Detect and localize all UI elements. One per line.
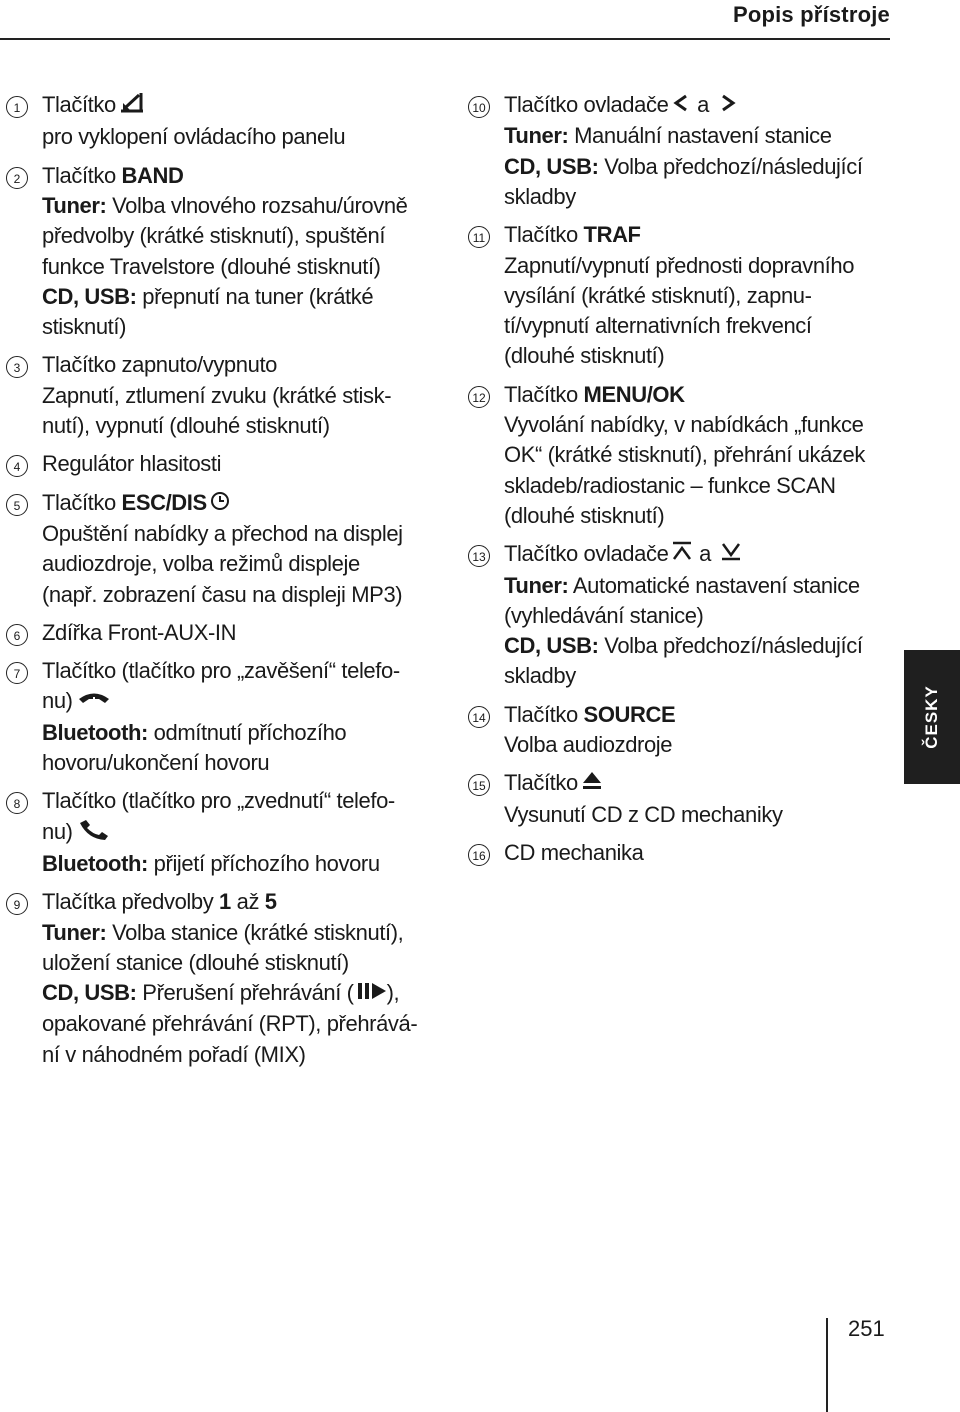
item-number-circle: 13 xyxy=(468,545,490,567)
item-text-line xyxy=(42,686,436,717)
text-span: Volba audiozdroje xyxy=(504,732,673,757)
item-text-line xyxy=(42,381,436,411)
item-number-circle: 1 xyxy=(6,96,28,118)
legend-item-10 xyxy=(468,90,888,212)
bold-term: CD, USB: xyxy=(42,980,137,1006)
text-span: Volba předchozí/následující xyxy=(598,153,863,179)
legend-item-6 xyxy=(6,618,436,648)
text-span: přijetí příchozího hovoru xyxy=(147,850,380,876)
item-text-line xyxy=(42,849,436,879)
item-text-line xyxy=(42,161,436,191)
item-text-line xyxy=(504,121,888,151)
legend-item-9 xyxy=(6,887,436,1070)
item-text-line xyxy=(42,312,436,342)
text-span: Vysunutí CD z CD mechaniky xyxy=(504,801,783,827)
chevron-right-icon xyxy=(718,91,738,121)
item-text-line xyxy=(504,90,888,121)
item-text-line xyxy=(504,341,888,371)
bold-term: Bluetooth: xyxy=(42,719,148,745)
item-number-circle: 14 xyxy=(468,706,490,728)
bold-term: Tuner: xyxy=(504,572,569,598)
tilt-panel-icon xyxy=(119,90,145,122)
text-span: (dlouhé stisknutí) xyxy=(504,502,665,528)
item-text-line xyxy=(42,411,436,441)
item-text-line xyxy=(42,549,436,579)
text-span: odmítnutí příchozího xyxy=(147,719,347,745)
page-number: 251 xyxy=(848,1316,885,1341)
header-divider xyxy=(0,38,890,40)
text-span: pro vyklopení ovládacího panelu xyxy=(42,124,346,150)
bold-term: Tuner: xyxy=(42,192,107,218)
item-text-line xyxy=(42,350,436,380)
item-text-line xyxy=(42,221,436,251)
item-text-line xyxy=(504,838,888,868)
item-number-circle: 8 xyxy=(6,792,28,814)
text-span: Přerušení přehrávání ( xyxy=(136,980,354,1006)
bold-term: TRAF xyxy=(583,222,641,248)
item-text-line xyxy=(504,440,888,470)
bold-term: Tuner: xyxy=(504,123,569,149)
bold-term: Tuner: xyxy=(42,919,107,945)
text-span: audiozdroje, volba režimů displeje xyxy=(42,551,360,577)
text-span: nutí), vypnutí (dlouhé stisknutí) xyxy=(42,413,330,438)
item-text-line xyxy=(42,786,436,816)
bold-term: BAND xyxy=(121,162,184,188)
item-number-circle: 6 xyxy=(6,624,28,646)
item-text-line xyxy=(42,718,436,748)
item-number-circle: 15 xyxy=(468,774,490,796)
item-text-line xyxy=(504,471,888,501)
item-text-line xyxy=(42,1009,436,1039)
item-text-line xyxy=(42,252,436,282)
text-span: Manuální nastavení stanice xyxy=(568,123,832,149)
left-column xyxy=(6,90,436,1078)
bold-term: SOURCE xyxy=(583,701,676,727)
item-number-circle: 9 xyxy=(6,893,28,915)
bold-term: 1 xyxy=(219,889,231,915)
legend-item-14 xyxy=(468,700,888,761)
item-text-line xyxy=(42,90,436,122)
text-span: Tlačítko xyxy=(504,381,584,407)
legend-item-12 xyxy=(468,380,888,531)
item-number-circle: 4 xyxy=(6,455,28,477)
hang-up-icon xyxy=(76,687,112,717)
item-text-line xyxy=(42,748,436,778)
item-text-line xyxy=(42,1040,436,1070)
text-span: Vyvolání nabídky, v nabídkách „funkce xyxy=(504,412,864,437)
legend-item-15 xyxy=(468,768,888,830)
phone-pickup-icon xyxy=(76,817,112,849)
language-tab-label: ČESKY xyxy=(922,685,941,749)
item-text-line xyxy=(42,656,436,686)
bold-term: Bluetooth: xyxy=(42,850,148,876)
chevron-down-bar-icon xyxy=(720,540,742,570)
right-column xyxy=(468,90,888,876)
text-span: Tlačítko xyxy=(42,162,122,188)
language-tab xyxy=(904,650,960,784)
item-number-circle: 10 xyxy=(468,96,490,118)
bold-term: CD, USB: xyxy=(42,283,137,309)
legend-item-5 xyxy=(6,488,436,610)
text-span: skladby xyxy=(504,183,576,209)
text-span: skladeb/radiostanic – funkce SCAN xyxy=(504,472,836,498)
footer-divider xyxy=(826,1318,828,1412)
bold-term: MENU/OK xyxy=(583,381,685,407)
item-text-line xyxy=(42,282,436,312)
item-number-circle: 7 xyxy=(6,662,28,684)
item-text-line xyxy=(504,661,888,691)
text-span: Zapnutí, ztlumení zvuku (krátké stisk- xyxy=(42,382,392,408)
item-text-line xyxy=(504,768,888,799)
text-span: ), xyxy=(386,980,400,1006)
item-number-circle: 16 xyxy=(468,844,490,866)
page-title: Popis přístroje xyxy=(732,2,890,27)
item-text-line xyxy=(42,948,436,978)
text-span: (vyhledávání stanice) xyxy=(504,602,704,628)
item-text-line xyxy=(42,449,436,479)
legend-item-3 xyxy=(6,350,436,441)
item-number-circle: 12 xyxy=(468,386,490,408)
text-span: skladby xyxy=(504,663,576,689)
item-text-line xyxy=(504,182,888,212)
text-span: (dlouhé stisknutí) xyxy=(504,343,665,369)
item-text-line xyxy=(504,730,888,760)
bold-term: CD, USB: xyxy=(504,633,599,659)
text-span: CD mechanika xyxy=(504,839,644,865)
chevron-left-icon xyxy=(671,91,691,121)
text-span: Tlačítko (tlačítko pro „zavěšení“ telefo- xyxy=(42,658,400,684)
text-span: OK“ (krátké stisknutí), přehrání ukázek xyxy=(504,442,865,468)
item-text-line xyxy=(42,488,436,519)
item-number-circle: 2 xyxy=(6,167,28,189)
text-span: nu) xyxy=(42,818,73,844)
item-number-circle: 11 xyxy=(468,226,490,248)
text-span: tí/vypnutí alternativních frekvencí xyxy=(504,313,812,339)
clock-icon xyxy=(210,489,230,519)
item-text-line xyxy=(42,519,436,549)
text-span: Automatické nastavení stanice xyxy=(568,572,860,598)
text-span: uložení stanice (dlouhé stisknutí) xyxy=(42,949,349,975)
item-text-line xyxy=(504,539,888,570)
item-number-circle: 3 xyxy=(6,356,28,378)
item-text-line xyxy=(504,220,888,250)
item-text-line xyxy=(504,251,888,281)
item-text-line xyxy=(42,918,436,948)
text-span: a xyxy=(691,92,715,117)
text-span: vysílání (krátké stisknutí), zapnu- xyxy=(504,282,812,308)
text-span: Tlačítko ovladače xyxy=(504,92,669,117)
item-text-line xyxy=(504,152,888,182)
text-span: Volba stanice (krátké stisknutí), xyxy=(106,919,404,945)
text-span: Tlačítko xyxy=(42,489,122,515)
item-text-line xyxy=(504,601,888,631)
text-span: Tlačítko xyxy=(504,770,578,796)
eject-icon xyxy=(581,769,603,799)
item-text-line xyxy=(42,580,436,610)
text-span: Tlačítko xyxy=(504,701,584,727)
text-span: ní v náhodném pořadí (MIX) xyxy=(42,1041,306,1067)
text-span: Tlačítko xyxy=(42,92,116,117)
text-span: opakované přehrávání (RPT), přehrává- xyxy=(42,1011,418,1037)
legend-item-16 xyxy=(468,838,888,868)
text-span: a xyxy=(693,541,717,567)
bold-term: 5 xyxy=(264,889,277,915)
item-text-line xyxy=(42,817,436,849)
item-text-line xyxy=(42,978,436,1009)
legend-item-8 xyxy=(6,786,436,879)
text-span: až xyxy=(230,889,265,915)
item-text-line xyxy=(504,410,888,440)
item-text-line xyxy=(504,281,888,311)
item-text-line xyxy=(42,618,436,648)
text-span: Zapnutí/vypnutí přednosti dopravního xyxy=(504,252,855,278)
legend-item-4 xyxy=(6,449,436,479)
legend-item-11 xyxy=(468,220,888,371)
item-text-line xyxy=(504,631,888,661)
legend-item-2 xyxy=(6,161,436,343)
text-span: nu) xyxy=(42,688,73,714)
text-span: Opuštění nabídky a přechod na displej xyxy=(42,520,403,546)
item-text-line xyxy=(42,191,436,221)
text-span: Tlačítko xyxy=(504,222,584,248)
item-text-line xyxy=(504,571,888,601)
text-span: Zdířka Front-AUX-IN xyxy=(42,619,237,645)
legend-item-13 xyxy=(468,539,888,692)
text-span: (např. zobrazení času na displeji MP3) xyxy=(42,581,403,607)
text-span: Tlačítko (tlačítko pro „zvednutí“ telefo- xyxy=(42,788,395,814)
text-span: Regulátor hlasitosti xyxy=(42,451,222,477)
text-span: Tlačítka předvolby xyxy=(42,889,220,915)
play-pause-icon xyxy=(357,979,387,1009)
text-span: funkce Travelstore (dlouhé stisknutí) xyxy=(42,253,381,279)
item-text-line xyxy=(504,700,888,730)
text-span: Tlačítko zapnuto/vypnuto xyxy=(42,352,277,378)
item-text-line xyxy=(504,311,888,341)
text-span: Volba vlnového rozsahu/úrovně xyxy=(106,192,408,218)
text-span: hovoru/ukončení hovoru xyxy=(42,750,270,776)
legend-item-7 xyxy=(6,656,436,778)
text-span: přepnutí na tuner (krátké xyxy=(136,283,374,309)
item-text-line xyxy=(504,380,888,410)
bold-term: ESC/DIS xyxy=(121,489,207,515)
item-text-line xyxy=(504,501,888,531)
item-number-circle: 5 xyxy=(6,494,28,516)
text-span: předvolby (krátké stisknutí), spuštění xyxy=(42,223,386,249)
bold-term: CD, USB: xyxy=(504,153,599,179)
item-text-line xyxy=(42,887,436,917)
chevron-up-bar-icon xyxy=(671,540,693,570)
text-span: Tlačítko ovladače xyxy=(504,541,669,567)
legend-item-1 xyxy=(6,90,436,153)
text-span: stisknutí) xyxy=(42,314,127,340)
item-text-line xyxy=(42,122,436,152)
text-span: Volba předchozí/následující xyxy=(598,633,863,659)
item-text-line xyxy=(504,800,888,830)
